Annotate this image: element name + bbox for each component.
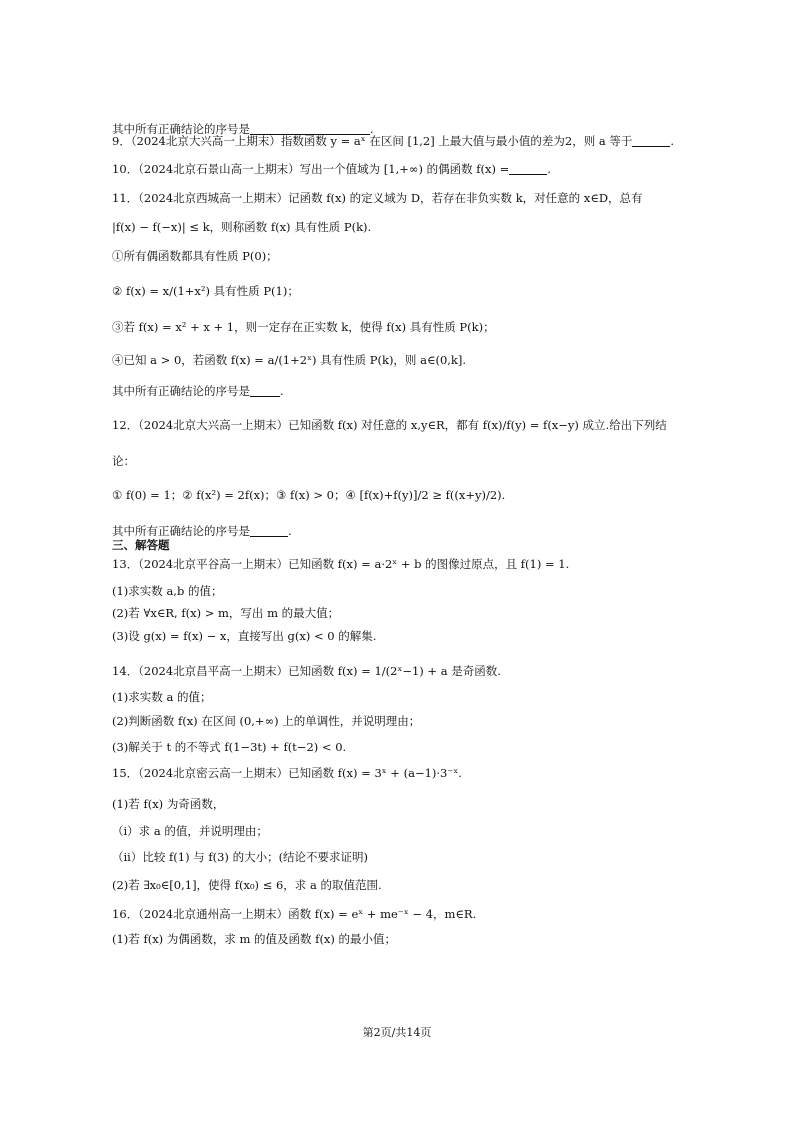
question-14-stem: [112, 662, 684, 680]
line-end-punct: .: [547, 162, 551, 176]
question-15-part-2: [112, 876, 684, 894]
question-15-part-1: [112, 795, 684, 813]
line-text: （i）求 a 的值，并说明理由；: [112, 824, 268, 838]
question-10: [112, 160, 684, 178]
line-text: 13．（2024北京平谷高一上期末）已知函数 f(x) = a·2ˣ + b 的图像过原点，且 f(1) = 1.: [112, 557, 570, 571]
line-text: 11．（2024北京西城高一上期末）记函数 f(x) 的定义域为 D，若存在非负实数 k，对任意的 x∈D，总有: [112, 191, 643, 205]
question-15-part-1-ii: [112, 848, 684, 866]
question-13-part-1: [112, 582, 684, 600]
question-11-option-1: [112, 247, 684, 265]
question-11-definition: [112, 218, 684, 236]
line-text: ①所有偶函数都具有性质 P(0)；: [112, 249, 278, 263]
section-heading-answers: [112, 536, 684, 554]
line-text: (3)设 g(x) = f(x) − x，直接写出 g(x) < 0 的解集.: [112, 629, 377, 643]
question-16-part-1: [112, 930, 684, 948]
question-9: [112, 132, 684, 150]
line-text: 15．（2024北京密云高一上期末）已知函数 f(x) = 3ˣ + (a−1)·3⁻ˣ.: [112, 766, 462, 780]
line-text: 其中所有正确结论的序号是: [112, 524, 250, 538]
line-text: （ii）比较 f(1) 与 f(3) 的大小；(结论不要求证明): [112, 850, 369, 864]
question-14-part-2: [112, 712, 684, 730]
question-13-part-2: [112, 604, 684, 622]
answer-blank: [632, 134, 670, 147]
question-14-part-3: [112, 738, 684, 756]
line-end-punct: .: [280, 384, 284, 398]
question-11-answer-prompt: [112, 382, 684, 400]
line-text: (2)判断函数 f(x) 在区间 (0,+∞) 上的单调性，并说明理由；: [112, 714, 421, 728]
line-text: (1)若 f(x) 为奇函数，: [112, 797, 225, 811]
line-text: 12．（2024北京大兴高一上期末）已知函数 f(x) 对任意的 x,y∈R，都有 f(x)/f(y) = f(x−y) 成立.给出下列结: [112, 418, 667, 432]
line-text: |f(x) − f(−x)| ≤ k，则称函数 f(x) 具有性质 P(k).: [112, 220, 372, 234]
line-end-punct: .: [370, 122, 374, 136]
question-16-stem: [112, 905, 684, 923]
line-text: 三、解答题: [112, 538, 170, 552]
line-text: (3)解关于 t 的不等式 f(1−3t) + f(t−2) < 0.: [112, 740, 347, 754]
line-text: 9．（2024北京大兴高一上期末）指数函数 y = aˣ 在区间 [1,2] 上最大值与最小值的差为2，则 a 等于: [112, 134, 633, 148]
answer-blank: [250, 384, 280, 397]
answer-blank: [509, 162, 547, 175]
line-text: (1)求实数 a,b 的值；: [112, 584, 223, 598]
line-text: 14．（2024北京昌平高一上期末）已知函数 f(x) = 1/(2ˣ−1) + a 是奇函数.: [112, 664, 501, 678]
line-text: (2)若 ∃x₀∈[0,1]，使得 f(x₀) ≤ 6，求 a 的取值范围.: [112, 878, 382, 892]
line-end-punct: .: [288, 524, 292, 538]
question-11-option-4: [112, 351, 684, 369]
line-text: (1)求实数 a 的值；: [112, 690, 212, 704]
question-15-stem: [112, 764, 684, 782]
question-13-stem: [112, 555, 684, 573]
question-12-options: [112, 486, 684, 504]
line-text: (1)若 f(x) 为偶函数，求 m 的值及函数 f(x) 的最小值；: [112, 932, 397, 946]
line-text: ② f(x) = x/(1+x²) 具有性质 P(1)；: [112, 284, 299, 298]
page-footer: 第2页/共14页: [362, 1026, 432, 1039]
question-11-stem: [112, 189, 684, 207]
line-text: 10．（2024北京石景山高一上期末）写出一个值域为 [1,+∞) 的偶函数 f(x) =: [112, 162, 510, 176]
question-14-part-1: [112, 688, 684, 706]
line-text: 其中所有正确结论的序号是: [112, 122, 250, 136]
line-text: ① f(0) = 1；② f(x²) = 2f(x)；③ f(x) > 0；④ [f(x)+f(y)]/2 ≥ f((x+y)/2).: [112, 488, 506, 502]
question-15-part-1-i: [112, 822, 684, 840]
question-11-option-3: [112, 318, 684, 336]
question-12-stem-cont: [112, 452, 684, 470]
line-end-punct: .: [670, 134, 675, 148]
line-text: (2)若 ∀x∈R, f(x) > m，写出 m 的最大值；: [112, 606, 340, 620]
line-text: 16．（2024北京通州高一上期末）函数 f(x) = eˣ + me⁻ˣ − 4，m∈R.: [112, 907, 477, 921]
question-13-part-3: [112, 627, 684, 645]
line-text: 论：: [112, 454, 135, 468]
line-text: 其中所有正确结论的序号是: [112, 384, 250, 398]
line-text: ④已知 a > 0，若函数 f(x) = a/(1+2ˣ) 具有性质 P(k)，则 a∈(0,k].: [112, 353, 467, 367]
question-11-option-2: [112, 282, 684, 300]
question-12-stem: [112, 416, 684, 434]
line-text: ③若 f(x) = x² + x + 1，则一定存在正实数 k，使得 f(x) 具有性质 P(k)；: [112, 320, 495, 334]
